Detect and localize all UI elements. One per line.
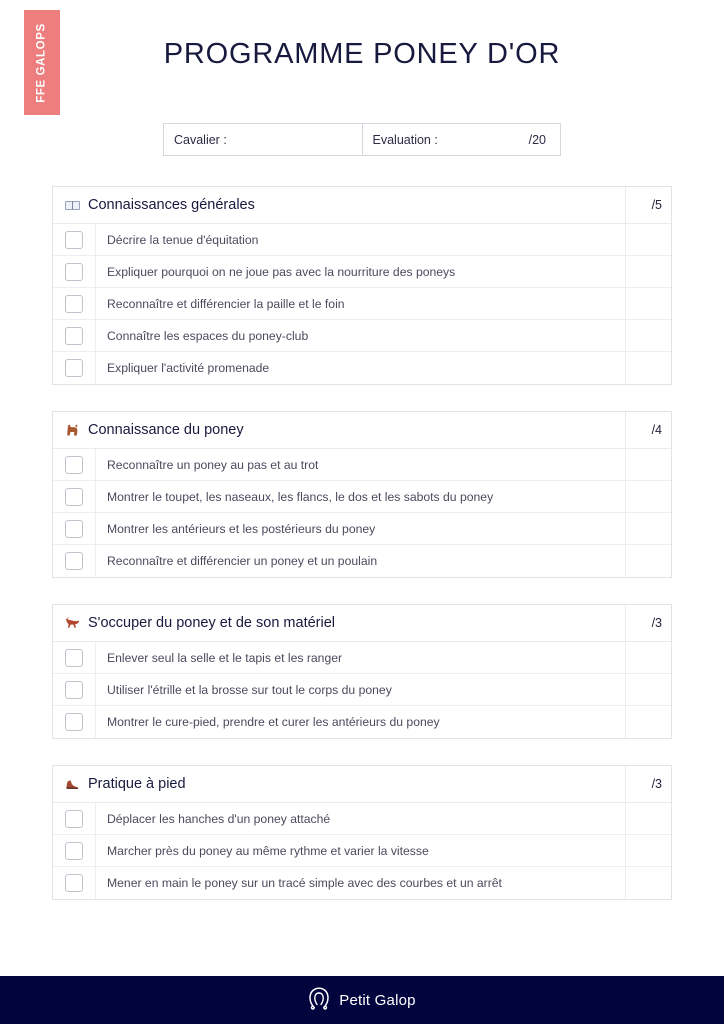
task-label: Enlever seul la selle et le tapis et les ranger	[107, 650, 343, 665]
section-title-row	[53, 422, 625, 439]
task-checkbox-cell[interactable]	[53, 674, 96, 705]
section-pratique-a-pied	[52, 765, 672, 900]
task-checkbox[interactable]	[65, 295, 83, 313]
task-label: Mener en main le poney sur un tracé simple avec des courbes et un arrêt	[107, 876, 502, 890]
horse-face-icon	[64, 422, 81, 439]
task-label: Connaître les espaces du poney-club	[107, 328, 309, 343]
task-label: Utiliser l'étrille et la brosse sur tout le corps du poney	[107, 682, 392, 697]
task-checkbox[interactable]	[65, 231, 83, 249]
task-checkbox[interactable]	[65, 520, 83, 538]
task-checkbox[interactable]	[65, 359, 83, 377]
task-label: Expliquer pourquoi on ne joue pas avec la nourriture des poneys	[107, 264, 456, 279]
rider-field[interactable]	[164, 124, 363, 155]
task-checkbox-cell[interactable]	[53, 288, 96, 319]
task-checkbox[interactable]	[65, 681, 83, 699]
task-checkbox-cell[interactable]	[53, 545, 96, 577]
task-checkbox[interactable]	[65, 649, 83, 667]
section-score: /3	[625, 605, 671, 641]
section-header	[53, 605, 671, 642]
evaluation-label: Evaluation :	[372, 132, 438, 147]
table-row[interactable]	[53, 803, 671, 835]
page-title: PROGRAMME PONEY D'OR	[163, 38, 561, 70]
section-title: Connaissance du poney	[88, 422, 244, 438]
table-row[interactable]	[53, 224, 671, 256]
task-checkbox-cell[interactable]	[53, 513, 96, 544]
horseshoe-icon	[308, 986, 330, 1015]
table-row[interactable]	[53, 674, 671, 706]
task-score-cell[interactable]	[625, 449, 671, 480]
task-checkbox-cell[interactable]	[53, 449, 96, 480]
sections-list	[52, 186, 672, 926]
section-score: /3	[625, 766, 671, 802]
footer-bar	[0, 976, 724, 1024]
table-row[interactable]	[53, 706, 671, 738]
task-label: Déplacer les hanches d'un poney attaché	[107, 811, 331, 826]
section-title-row	[53, 197, 625, 214]
task-label: Décrire la tenue d'équitation	[107, 232, 259, 247]
task-checkbox[interactable]	[65, 456, 83, 474]
table-row[interactable]	[53, 320, 671, 352]
table-row[interactable]	[53, 449, 671, 481]
section-score: /4	[625, 412, 671, 448]
task-label: Reconnaître et différencier un poney et un poulain	[107, 554, 378, 568]
task-score-cell[interactable]	[625, 803, 671, 834]
task-checkbox[interactable]	[65, 327, 83, 345]
table-row[interactable]	[53, 256, 671, 288]
task-score-cell[interactable]	[625, 867, 671, 899]
task-label: Reconnaître et différencier la paille et le foin	[107, 296, 345, 311]
task-checkbox-cell[interactable]	[53, 481, 96, 512]
task-score-cell[interactable]	[625, 513, 671, 544]
task-score-cell[interactable]	[625, 835, 671, 866]
section-connaissances-generales	[52, 186, 672, 385]
table-row[interactable]	[53, 288, 671, 320]
task-checkbox[interactable]	[65, 842, 83, 860]
task-score-cell[interactable]	[625, 674, 671, 705]
task-label: Expliquer l'activité promenade	[107, 361, 270, 375]
task-label: Montrer le toupet, les naseaux, les flancs, le dos et les sabots du poney	[107, 489, 494, 504]
task-checkbox[interactable]	[65, 552, 83, 570]
table-row[interactable]	[53, 835, 671, 867]
section-title-row	[53, 776, 625, 793]
evaluation-max: /20	[528, 132, 546, 147]
identity-row	[163, 123, 561, 156]
task-label: Montrer les antérieurs et les postérieurs du poney	[107, 521, 376, 536]
task-label: Marcher près du poney au même rythme et varier la vitesse	[107, 843, 429, 858]
section-connaissance-du-poney	[52, 411, 672, 578]
section-soccuper-du-poney	[52, 604, 672, 739]
task-checkbox-cell[interactable]	[53, 224, 96, 255]
section-title: Pratique à pied	[88, 776, 186, 792]
task-label: Montrer le cure-pied, prendre et curer les antérieurs du poney	[107, 715, 440, 729]
ribbon-label: FFE GALOPS	[36, 22, 49, 103]
task-score-cell[interactable]	[625, 642, 671, 673]
task-score-cell[interactable]	[625, 545, 671, 577]
open-book-icon	[64, 197, 81, 214]
riding-boot-icon	[64, 776, 81, 793]
task-checkbox-cell[interactable]	[53, 803, 96, 834]
rider-label: Cavalier :	[174, 132, 227, 147]
task-checkbox-cell[interactable]	[53, 642, 96, 673]
task-score-cell[interactable]	[625, 352, 671, 384]
table-row[interactable]	[53, 352, 671, 384]
section-title-row	[53, 615, 625, 632]
task-checkbox[interactable]	[65, 713, 83, 731]
task-checkbox[interactable]	[65, 810, 83, 828]
task-score-cell[interactable]	[625, 706, 671, 738]
section-score: /5	[625, 187, 671, 223]
task-checkbox-cell[interactable]	[53, 256, 96, 287]
task-checkbox-cell[interactable]	[53, 706, 96, 738]
task-score-cell[interactable]	[625, 224, 671, 255]
task-checkbox-cell[interactable]	[53, 867, 96, 899]
table-row[interactable]	[53, 481, 671, 513]
task-checkbox[interactable]	[65, 263, 83, 281]
evaluation-field[interactable]	[363, 124, 561, 155]
task-label: Reconnaître un poney au pas et au trot	[107, 457, 319, 472]
task-checkbox-cell[interactable]	[53, 835, 96, 866]
table-row[interactable]	[53, 545, 671, 577]
task-score-cell[interactable]	[625, 481, 671, 512]
task-checkbox[interactable]	[65, 488, 83, 506]
footer-brand: Petit Galop	[339, 991, 416, 1009]
section-header	[53, 187, 671, 224]
task-checkbox-cell[interactable]	[53, 320, 96, 351]
section-header	[53, 412, 671, 449]
task-score-cell[interactable]	[625, 320, 671, 351]
table-row[interactable]	[53, 867, 671, 899]
section-header	[53, 766, 671, 803]
horse-icon	[64, 615, 81, 632]
section-title: S'occuper du poney et de son matériel	[88, 615, 336, 631]
table-row[interactable]	[53, 513, 671, 545]
task-score-cell[interactable]	[625, 288, 671, 319]
task-checkbox[interactable]	[65, 874, 83, 892]
task-score-cell[interactable]	[625, 256, 671, 287]
table-row[interactable]	[53, 642, 671, 674]
section-title: Connaissances générales	[88, 197, 255, 213]
task-checkbox-cell[interactable]	[53, 352, 96, 384]
